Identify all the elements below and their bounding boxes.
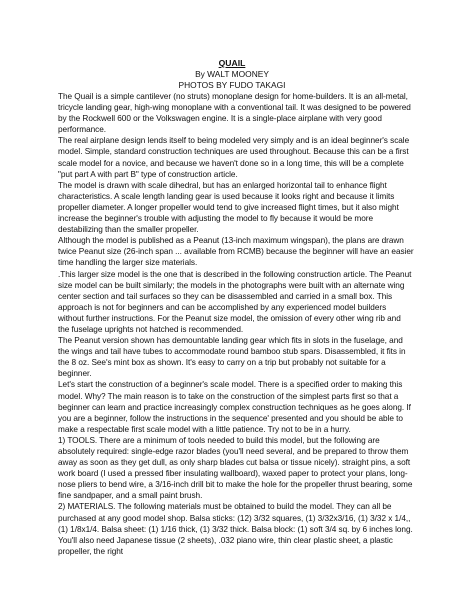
paragraph-design: The real airplane design lends itself to being modeled very simply and is an ideal beginner's scale model. Simple, standard construction techniques are used throughout. Because this can be a first scale model for a novice, and because we haven't done so in a long time, this will be a complete "put part A with part B" type of construction article. bbox=[58, 136, 410, 179]
article-title: QUAIL bbox=[218, 58, 246, 68]
author-byline: By WALT MOONEY bbox=[195, 69, 269, 79]
photo-credit: PHOTOS BY FUDO TAKAGI bbox=[178, 80, 286, 90]
paragraph-peanut: Although the model is published as a Peanut (13-inch maximum wingspan), the plans are drawn twice Peanut size (26-inch span ... available from RCMB) because the beginner will have an easier time handling the larger size materials. bbox=[58, 236, 414, 268]
paragraph-larger-size: .This larger size model is the one that is described in the following construction article. The Peanut size model can be built similarly; the models in the photographs were built with an alternate wing center section and tail surfaces so they can be disassembled and carried in a small box. This approach is not for beginners and can be accomplished by any experienced model builders without further instructions. For the Peanut size model, the omission of every other wing rib and the fuselage uprights not hatched is recommended. bbox=[58, 269, 412, 334]
paragraph-materials: 2) MATERIALS. The following materials must be obtained to build the model. They can all be purchased at any good model shop. Balsa sticks: (12) 3/32 squares, (1) 3/32x3/16, (1) 3/32 x 1/4,, (1) 1/8x1/4. Balsa sheet: (1) 1/16 thick, (1) 3/32 thick. Balsa block: (1) soft 3/4 sq. by 6 inches long. You'll also need Japanese tissue (2 sheets), .032 piano wire, thin clear plastic sheet, a plastic propeller, the right bbox=[58, 502, 413, 556]
article-body bbox=[58, 91, 414, 557]
paragraph-intro: The Quail is a simple cantilever (no struts) monoplane design for home-builders. It is an all-metal, tricycle landing gear, high-wing monoplane with a conventional tail. It was designed to be powered by the Rockwell 600 or the Volkswagen engine. It is a single-place airplane with very good performance. bbox=[58, 92, 411, 135]
paragraph-peanut-version: The Peanut version shown has demountable landing gear which fits in slots in the fuselage, and the wings and tail have tubes to accommodate round bamboo stub spars. Disassembled, it fits in the 8 oz. See's mint box as shown. It's easy to carry on a trip but probably not suitable for a beginner. bbox=[58, 336, 406, 379]
paragraph-construction-start: Let's start the construction of a beginner's scale model. There is a specified order to making this model. Why? The main reason is to take on the construction of the simplest parts first so that a beginner can learn and practice increasingly complex construction techniques as he goes along. If you are a beginner, follow the instructions in the sequence' presented and you should be able to make a respectable first scale model with a little patience. Try not to be in a hurry. bbox=[58, 380, 411, 434]
paragraph-tools: 1) TOOLS. There are a minimum of tools needed to build this model, but the following are absolutely required: single-edge razor blades (you'll need several, and be prepared to throw them away as soon as they get dull, as only sharp blades cut balsa or tissue nicely). straight pins, a soft work board (I used a pressed fiber insulating wallboard), waxed paper to protect your plans, long-nose pliers to bend wire, a 3/16-inch drill bit to make the hole for the propeller thrust bearing, some fine sandpaper, and a small paint brush. bbox=[58, 435, 413, 501]
article-header bbox=[0, 58, 464, 91]
paragraph-dihedral: The model is drawn with scale dihedral, but has an enlarged horizontal tail to enhance flight characteristics. A scale length landing gear is used because it looks right and because it limits propeller diameter. A longer propeller would tend to give increased flight times, but it also might increase the beginner's trouble with adjusting the model to fly because it would be more destabilizing than the smaller propeller. bbox=[58, 180, 399, 235]
